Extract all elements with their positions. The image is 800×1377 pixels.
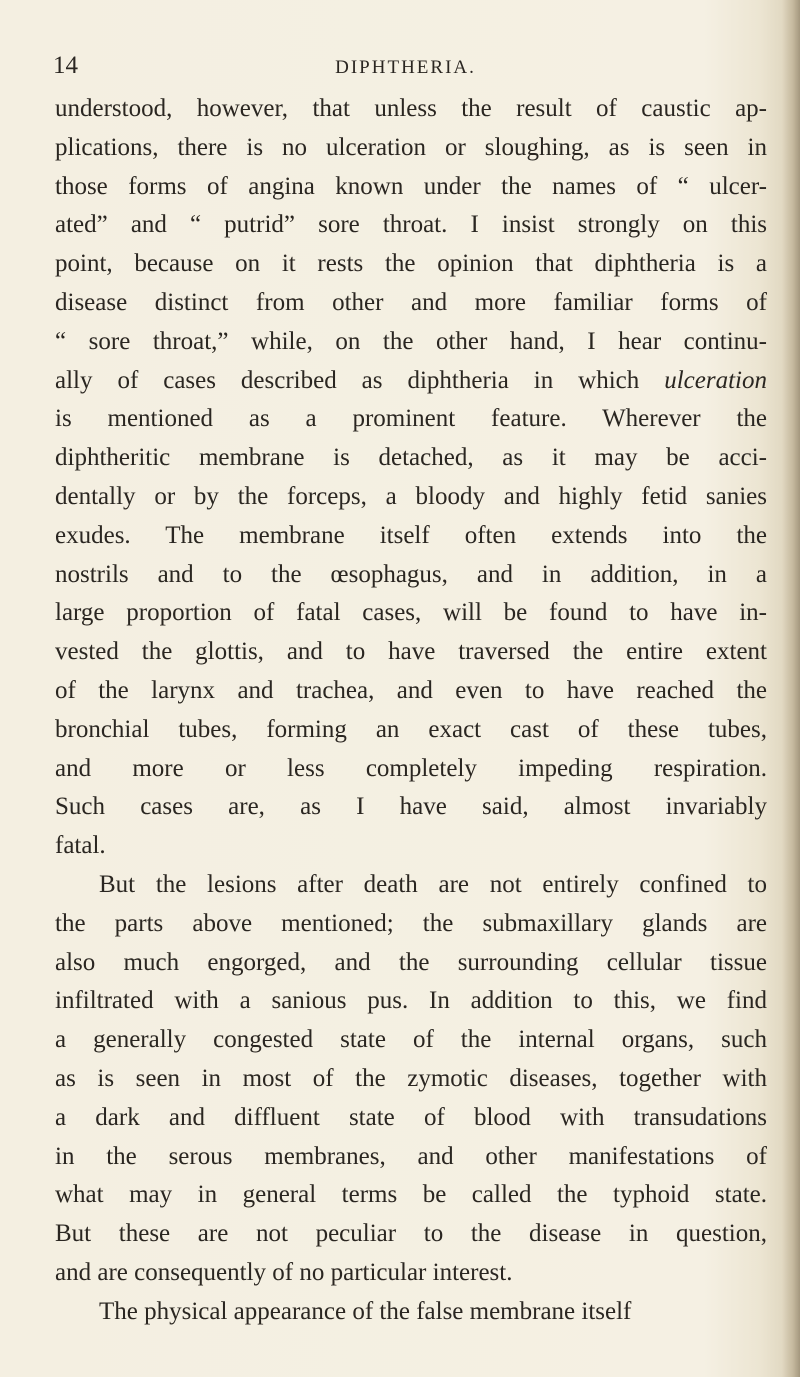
running-head: DIPHTHERIA.	[335, 57, 476, 78]
text-line	[55, 362, 767, 401]
text-line: diphtheritic membrane is detached, as it may be acci-	[55, 444, 767, 472]
paragraph-end-line: and are consequently of no particular interest.	[55, 1258, 513, 1286]
text-line: as is seen in most of the zymotic diseases, together with	[55, 1064, 767, 1092]
text-line: large proportion of fatal cases, will be found to have in-	[55, 599, 767, 627]
text-line: But these are not peculiar to the disease in question,	[55, 1220, 767, 1248]
page-number: 14	[53, 52, 78, 79]
text-line: those forms of angina known under the names of “ ulcer-	[55, 172, 767, 200]
paragraph-start-line: The physical appearance of the false membrane itself	[99, 1297, 632, 1325]
page-header	[53, 52, 758, 86]
text-line: nostrils and to the œsophagus, and in addition, in a	[55, 560, 767, 588]
text-line: understood, however, that unless the result of caustic ap-	[55, 95, 767, 122]
text-line: the parts above mentioned; the submaxillary glands are	[55, 909, 767, 937]
italic-word: ulceration	[664, 366, 767, 394]
text-line: plications, there is no ulceration or sloughing, as is seen in	[55, 133, 767, 161]
paragraph-start-line: But the lesions after death are not entirely confined to	[99, 870, 767, 898]
text-line: what may in general terms be called the typhoid state.	[55, 1181, 767, 1209]
text-line: point, because on it rests the opinion that diphtheria is a	[55, 250, 767, 278]
text-line: of the larynx and trachea, and even to have reached the	[55, 676, 767, 704]
text-line: Such cases are, as I have said, almost invariably	[55, 793, 767, 821]
text-line: infiltrated with a sanious pus. In addition to this, we find	[55, 987, 767, 1015]
text-line: ated” and “ putrid” sore throat. I insist strongly on this	[55, 211, 767, 239]
text-line: is mentioned as a prominent feature. Wherever the	[55, 405, 767, 433]
text-line: a generally congested state of the internal organs, such	[55, 1026, 767, 1054]
text-line: a dark and diffluent state of blood with transudations	[55, 1103, 767, 1131]
text-line: “ sore throat,” while, on the other hand, I hear continu-	[55, 327, 767, 355]
page-edge-shadow	[782, 0, 800, 1377]
text-line: vested the glottis, and to have traversed the entire extent	[55, 638, 767, 666]
text-line: and more or less completely impeding respiration.	[55, 754, 767, 782]
text-line: also much engorged, and the surrounding cellular tissue	[55, 948, 767, 976]
text-line: bronchial tubes, forming an exact cast of these tubes,	[55, 715, 767, 743]
text-line: dentally or by the forceps, a bloody and highly fetid sanies	[55, 482, 767, 510]
text-segment: ally of cases described as diphtheria in which	[55, 366, 665, 394]
paragraph-end-line: fatal.	[55, 832, 106, 860]
text-line: disease distinct from other and more familiar forms of	[55, 288, 767, 316]
body-text	[55, 90, 767, 1332]
text-line: exudes. The membrane itself often extends into the	[55, 521, 767, 549]
text-line: in the serous membranes, and other manifestations of	[55, 1142, 767, 1170]
